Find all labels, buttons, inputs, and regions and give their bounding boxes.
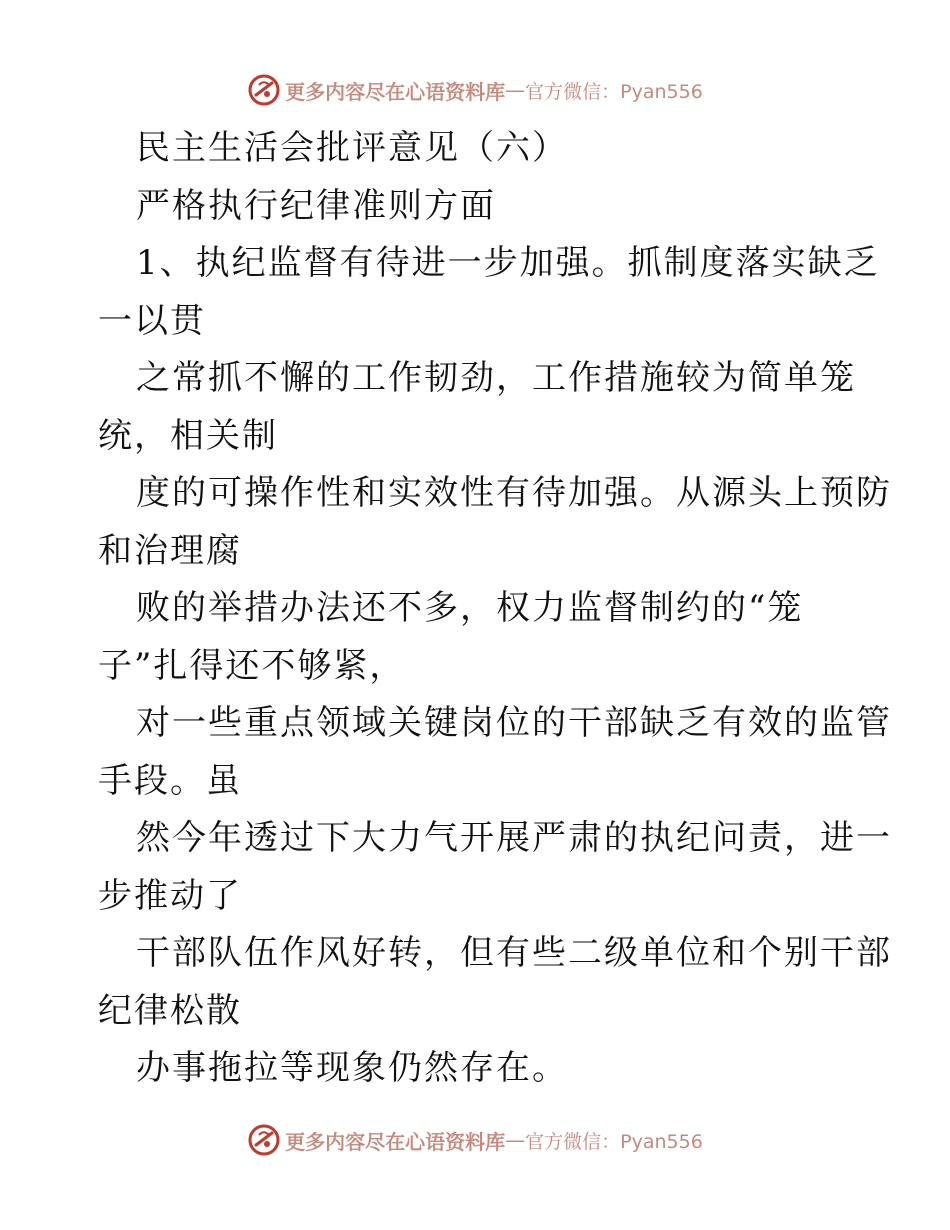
document-body <box>98 120 892 1098</box>
paragraph-line: 干部队伍作风好转，但有些二级单位和个别干部 <box>136 933 892 973</box>
paragraph-line: 1、执纪监督有待进一步加强。抓制度落实缺乏 <box>136 243 880 283</box>
red-seal-logo-icon <box>247 1123 281 1157</box>
paragraph-line: 败的举措办法还不多，权力监督制约的“笼 <box>136 588 804 628</box>
paragraph-line: 办事拖拉等现象仍然存在。 <box>136 1048 568 1088</box>
paragraph-line: 手段。虽 <box>98 760 242 801</box>
document-title: 民主生活会批评意见（六） <box>136 128 568 168</box>
paragraph-line: 统，相关制 <box>98 415 278 456</box>
section-heading: 严格执行纪律准则方面 <box>136 185 496 226</box>
watermark-contact: 官方微信：Pyan556 <box>525 80 703 103</box>
watermark-dash: — <box>505 78 526 102</box>
header-watermark <box>0 70 950 110</box>
paragraph-line: 步推动了 <box>98 875 242 916</box>
paragraph-line: 和治理腐 <box>98 530 242 571</box>
paragraph-line: 度的可操作性和实效性有待加强。从源头上预防 <box>136 473 892 513</box>
paragraph-line: 一以贯 <box>98 300 206 341</box>
footer-watermark <box>0 1120 950 1160</box>
watermark-contact: 官方微信：Pyan556 <box>525 1130 703 1153</box>
watermark-site-text: 更多内容尽在心语资料库 <box>285 1129 506 1154</box>
watermark-dash: — <box>505 1128 526 1152</box>
paragraph-line: 子”扎得还不够紧， <box>98 645 406 686</box>
red-seal-logo-icon <box>247 73 281 107</box>
paragraph-line: 之常抓不懈的工作韧劲，工作措施较为简单笼 <box>136 358 856 398</box>
watermark-site-text: 更多内容尽在心语资料库 <box>285 79 506 104</box>
paragraph-line: 然今年透过下大力气开展严肃的执纪问责，进一 <box>136 818 892 858</box>
paragraph-line: 纪律松散 <box>98 990 242 1031</box>
paragraph-line: 对一些重点领域关键岗位的干部缺乏有效的监管 <box>136 703 892 743</box>
